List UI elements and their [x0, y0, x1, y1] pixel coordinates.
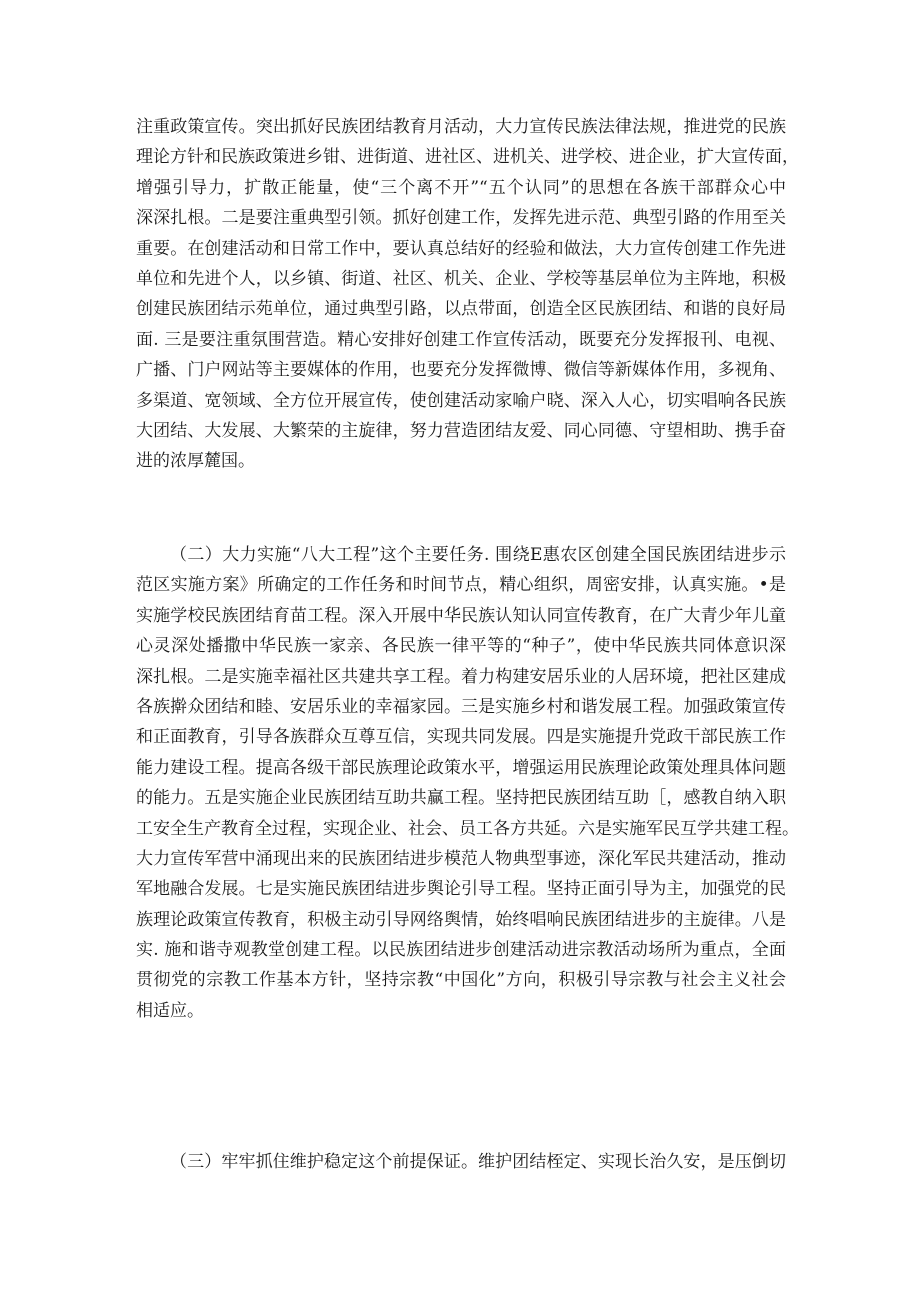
text-line: 相适应。	[136, 1000, 204, 1021]
text-line: 理论方针和民族政策进乡钳、进街道、进社区、进机关、进学校、进企业，扩大宣传面，	[136, 147, 799, 168]
text-line: 的能力。五是实施企业民族团结互助共赢工程。坚持把民族团结互助［，感教自纳入职	[136, 788, 786, 809]
text-line: 军地融合发展。七是实施民族团结进步舆论引导工程。坚持正面引导为主，加强党的民	[136, 879, 786, 900]
text-line: 大力宣传军营中涌现出来的民族团结进步模范人物典型事迹，深化军民共建活动，推动	[136, 848, 786, 869]
text-line: 贯彻党的宗教工作基本方针，坚持宗教“中国化”方向，积极引导宗教与社会主义社会	[136, 970, 786, 991]
text-line: 各族擀众团结和睦、安居乐业的幸福家园。三是实施乡村和谐发展工程。加强政策宣传	[136, 696, 786, 717]
text-line: 面. 三是要注重氛围营造。精心安排好创建工作宣传活动，既要充分发挥报刊、电视、	[136, 329, 786, 350]
text-line: 工安全生产教育全过程，实现企业、社会、员工各方共延。六是实施军民互学共建工程。	[136, 818, 799, 839]
text-line: 大团结、大发展、大繁荣的主旋律，努力营造团结友爱、同心同德、守望相助、携手奋	[136, 420, 786, 441]
text-line: 深深扎根。二是要注重典型引领。抓好创建工作，发挥先进示范、典型引路的作用至关	[136, 208, 786, 229]
text-line: 深扎根。二是实施幸福社区共建共享工程。着力构建安居乐业的人居环境，把社区建成	[136, 666, 786, 687]
text-line: 增强引导力，扩散正能量，使“三个离不开”“五个认同”的思想在各族干部群众心中	[136, 177, 786, 198]
text-line: 实. 施和谐寺观教堂创建工程。以民族团结进步创建活动进宗教活动场所为重点，全面	[136, 940, 786, 961]
text-line: 进的浓厚麓国。	[136, 451, 255, 472]
text-line: 和正面教育，引导各族群众互尊互信，实现共同发展。四是实施提升党政干部民族工作	[136, 727, 786, 748]
text-line: 实施学校民族团结育苗工程。深入开展中华民族认知认同宣传教育，在广大青少年儿童	[136, 605, 786, 626]
text-line: 注重政策宣传。突出抓好民族团结教育月活动，大力宣传民族法律法规，推进党的民族	[136, 117, 786, 137]
paragraph-1	[136, 112, 799, 477]
text-line: 族理论政策宣传教育，积极主动引导网络舆情，始终唱响民族团结进步的主旋律。八是	[136, 909, 786, 930]
paragraph-heading-line: （三）牢牢抓住维护稳定这个前提保证。维护团结桎定、实现长治久安，是压倒切	[170, 1152, 786, 1172]
text-line: 能力建设工程。提高各级干部民族理论政策水平，增强运用民族理论政策处理具体问题	[136, 757, 786, 778]
text-line: 重要。在创建活动和日常工作中，要认真总结好的经验和做法，大力宣传创建工作先进	[136, 238, 786, 259]
text-line: 创建民族团结示苑单位，通过典型引路，以点带面，创造全区民族团结、和谐的良好局	[136, 299, 786, 320]
text-line: 心灵深处播撒中华民族一家亲、各民族一律平等的“种子”，使中华民族共同体意识深	[136, 636, 786, 657]
paragraph-heading-line: （二）大力实施“八大工程”这个主要任务. 围绕E惠农区创建全国民族团结进步示	[170, 545, 786, 565]
text-line: 广播、门户网站等主要媒体的作用，也要充分发挥微博、微信等新媒体作用，多视角、	[136, 360, 786, 381]
paragraph-3	[136, 1147, 786, 1177]
text-line: 单位和先进个人，以乡镇、街道、社区、机关、企业、学校等基层单位为主阵地，积极	[136, 268, 786, 289]
text-line: 多渠道、宽领域、全方位开展宣传，使创建活动家喻户晓、深入人心，切实唱响各民族	[136, 390, 786, 411]
paragraph-2	[136, 540, 799, 1026]
text-line: 范区实施方案》所确定的工作任务和时间节点，精心组织，周密安排，认真实施。•是	[136, 575, 786, 596]
